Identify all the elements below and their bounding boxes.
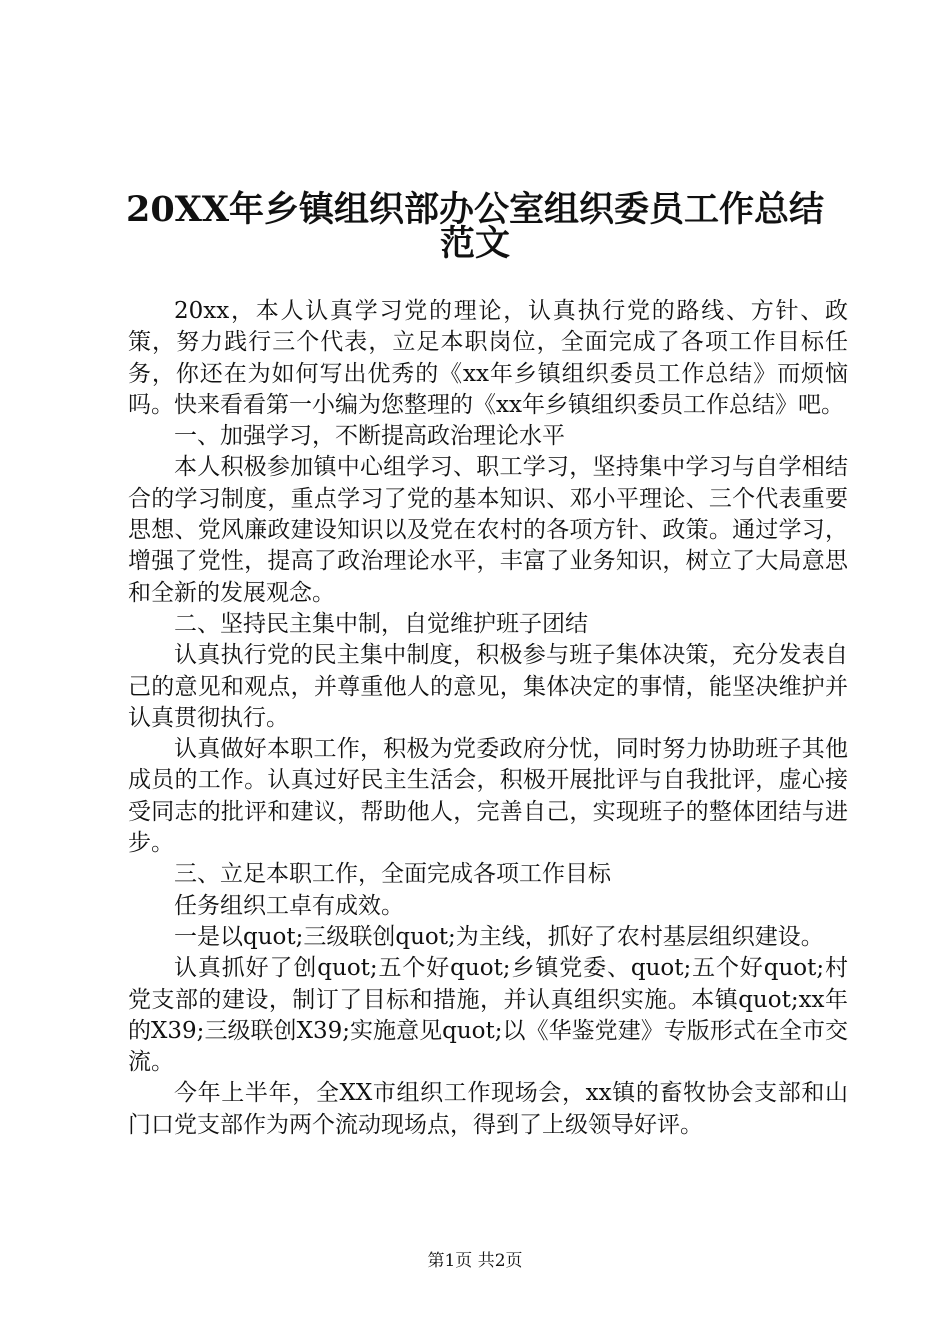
paragraph-tasks: 任务组织工卓有成效。 <box>174 892 404 919</box>
section-heading-1: 一、加强学习，不断提高政治理论水平 <box>174 423 565 450</box>
paragraph-five-good: 认真抓好了创quot;五个好quot;乡镇党委、quot;五个好quot;村党支部的建设，制订了目标和措施，并认真组织实施。本镇quot;xx年的X39;三级联创X39;实施意见quot;以《华鉴党建》专版形式在全市交流。 <box>128 955 848 1076</box>
document-title-line-2: 范文 <box>439 223 510 264</box>
page-footer: 第1页 共2页 <box>427 1251 523 1271</box>
paragraph-study: 本人积极参加镇中心组学习、职工学习，坚持集中学习与自学相结合的学习制度，重点学习了党的基本知识、邓小平理论、三个代表重要思想、党风廉政建设知识以及党在农村的各项方针、政策。通过学习，增强了党性，提高了政治理论水平，丰富了业务知识，树立了大局意思和全新的发展观念。 <box>128 454 848 606</box>
paragraph-democracy: 认真执行党的民主集中制度，积极参与班子集体决策，充分发表自己的意见和观点，并尊重他人的意见，集体决定的事情，能坚决维护并认真贯彻执行。 <box>128 642 848 731</box>
section-heading-2: 二、坚持民主集中制，自觉维护班子团结 <box>174 610 588 637</box>
section-heading-3: 三、立足本职工作，全面完成各项工作目标 <box>174 861 611 888</box>
paragraph-intro: 20xx，本人认真学习党的理论，认真执行党的路线、方针、政策，努力践行三个代表，立足本职岗位，全面完成了各项工作目标任务，你还在为如何写出优秀的《xx年乡镇组织委员工作总结》而烦恼吗。快来看看第一小编为您整理的《xx年乡镇组织委员工作总结》吧。 <box>128 298 848 418</box>
paragraph-first-point: 一是以quot;三级联创quot;为主线，抓好了农村基层组织建设。 <box>174 923 824 950</box>
document-title-line-1: 20XX年乡镇组织部办公室组织委员工作总结 <box>125 189 825 230</box>
document-body <box>128 296 848 1141</box>
paragraph-duties: 认真做好本职工作，积极为党委政府分忧，同时努力协助班子其他成员的工作。认真过好民主生活会，积极开展批评与自我批评，虚心接受同志的批评和建议，帮助他人，完善自己，实现班子的整体团结与进步。 <box>128 736 848 857</box>
paragraph-meeting: 今年上半年，全XX市组织工作现场会，xx镇的畜牧协会支部和山门口党支部作为两个流动现场点，得到了上级领导好评。 <box>128 1080 848 1138</box>
